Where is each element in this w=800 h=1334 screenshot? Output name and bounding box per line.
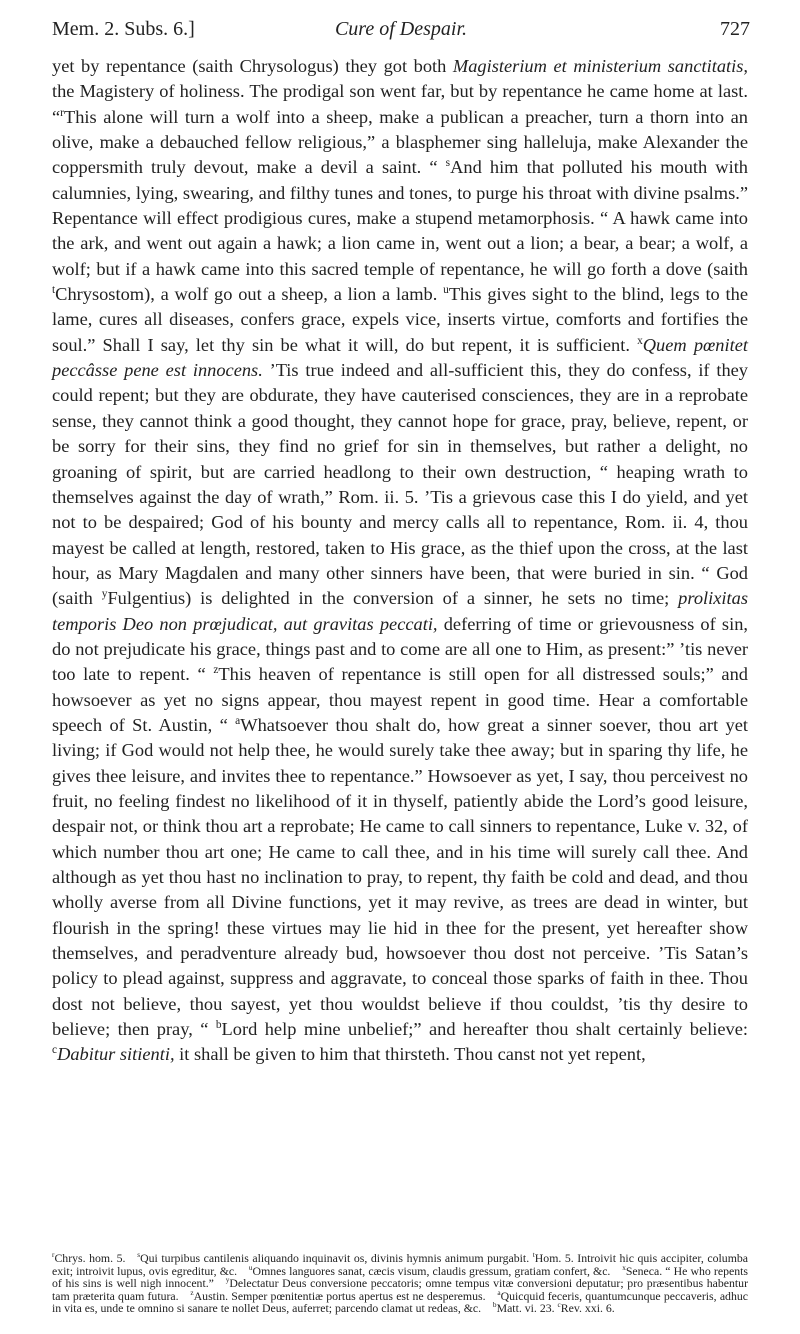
footnote-ref-t[interactable]: t [52, 283, 56, 296]
text-run: Chrysostom), a wolf go out a sheep, a lion a lamb. [55, 284, 444, 305]
footnote-t: Hom. 5. Introivit hic quis accipiter, columba exit; introivit lupus, ovis egreditur, &c. [52, 1251, 749, 1278]
footnote-ref-b[interactable]: b [215, 1018, 222, 1031]
text-run: it shall be given to him that thirsteth. Thou canst not yet repent, [174, 1044, 646, 1065]
footnote-mark: y [225, 1275, 230, 1285]
main-text [52, 54, 748, 1068]
footnote-u: Omnes languores sanat, cæcis visum, claudis gressum, gratiam confert, &c. [252, 1263, 611, 1278]
text-run: deferring of time or grievousness of sin, do not prejudicate his grace, things past and to come are all one to Him, as present:” ’tis never too late to repent. “ [52, 613, 748, 685]
text-run: Fulgentius) is delighted in the conversion of a sinner, he sets no time; [107, 588, 679, 609]
footnote-s: Qui turpibus cantilenis aliquando inquinavit os, divinis hymnis animum purgabit. [140, 1251, 530, 1265]
footnote-ref-r[interactable]: r [60, 106, 64, 119]
text-run: the Magistery of holiness. The prodigal son went far, but by repentance he came home at last. “ [52, 81, 748, 127]
header-chapter-title: Cure of Despair. [334, 18, 468, 40]
footnote-ref-z[interactable]: z [213, 664, 219, 677]
footnote-x: Seneca. “ He who repents of his sins is well nigh innocent.” [52, 1263, 748, 1291]
page-number: 727 [720, 18, 750, 40]
footnote-z: Austin. Semper pœnitentiæ portus apertus est ne desperemus. [193, 1288, 486, 1303]
latin-phrase: prolixitas temporis Deo non prœjudicat, aut gravitas peccati, [52, 588, 748, 634]
footnote-mark: b [492, 1300, 497, 1310]
text-run: This gives sight to the blind, legs to the lame, cures all diseases, confers grace, expels vice, inserts virtue, comforts and fortifies the soul.” Shall I say, let thy sin be what it will, do but repent, it is sufficient. [52, 284, 749, 355]
footnote-mark: u [248, 1262, 253, 1272]
footnote-mark: r [52, 1250, 55, 1260]
text-run: This heaven of repentance is still open for all distressed souls;” and howsoever as yet no signs appear, thou mayest repent in good time. Hear a comfortable speech of St. Austin, “ [52, 664, 748, 735]
footnote-ref-y[interactable]: y [101, 588, 108, 601]
text-run: ’Tis true indeed and all-sufficient this, they do confess, if they could repent; but they are obdurate, they have cauterised consciences, they are in a reprobate sense, they cannot think a good thought, they cannot hope for grace, pray, believe, repent, or be sorry for their sins, they find no grief for sin in themselves, but rather a delight, no groaning of spirit, but are carried headlong to their own destruction, “ heaping wrath to themselves against the day of wrath,” Rom. ii. 5. ’Tis a grievous case this I do yield, and yet not to be despaired; God of his bounty and mercy calls all to repentance, Rom. ii. 4, thou mayest be called at length, restored, taken to His grace, as the thief upon the cross, at the last hour, as Mary Magdalen and many other sinners have been, that were buried in sin. “ God (saith [52, 360, 749, 609]
header-section-ref: Mem. 2. Subs. 6.] [52, 18, 195, 40]
footnote-mark: t [532, 1250, 535, 1260]
footnote-a: Quicquid feceris, quantumcunque peccaveris, adhuc in vita es, unde te omnino si sanare te nollet Deus, auferret; parcendo clamat ut redeas, &c. [52, 1288, 748, 1316]
main-paragraph [52, 54, 748, 1068]
footnote-ref-a[interactable]: a [235, 714, 241, 727]
footnote-block [52, 1252, 748, 1315]
text-run: yet by repentance (saith Chrysologus) they got both [52, 56, 453, 76]
text-run: Lord help mine unbelief;” and hereafter thou shalt certainly believe: [221, 1019, 748, 1040]
footnote-mark: x [622, 1262, 626, 1272]
latin-phrase: Magisterium et ministerium sanctitatis, [452, 56, 748, 76]
footnote-ref-u[interactable]: u [443, 283, 449, 296]
footnote-y: Delectatur Deus conversione peccatoris; omne tempus vitæ conversioni deputatur; pro præsentibus habentur tam præterita quam futura. [52, 1276, 749, 1303]
footnote-mark: z [190, 1287, 194, 1297]
footnote-ref-s[interactable]: s [445, 157, 451, 170]
text-run: And him that polluted his mouth with calumnies, lying, swearing, and filthy tunes and tones, to purge his throat with divine psalms.” Repentance will effect prodigious cures, make a stupend metamorphosis. “ A hawk came into the ark, and went out again a hawk; a lion came in, went out a lion; a bear, a bear; a wolf, a wolf; but if a hawk came into this sacred temple of repentance, he will go forth a dove (saith [52, 157, 749, 279]
text-run: Whatsoever thou shalt do, how great a sinner soever, thou art yet living; if God would not help thee, he would surely take thee away; but in sparing thy life, he gives thee leisure, and invites thee to repentance.” Howsoever as yet, I say, thou perceivest no fruit, no feeling findest no likelihood of it in thyself, patiently abide the Lord’s good leisure, despair not, or think thou art a reprobate; He came to call sinners to repentance, Luke v. 32, of which number thou art one; He came to call thee, and in his time will surely call thee. And although as yet thou hast no inclination to pray, to repent, thy faith be cold and dead, and thou wholly averse from all Divine functions, yet it may revive, as trees are dead in winter, but flourish in the spring! these virtues may lie hid in thee for the present, yet hereafter show themselves, and peradventure already bud, howsoever thou dost not perceive. ’Tis Satan’s policy to plead against, suppress and aggravate, to conceal those sparks of faith in thee. Thou dost not believe, thou sayest, yet thou wouldst believe if thou couldst, ’tis thy desire to believe; then pray, “ [52, 714, 749, 1040]
footnote-ref-x[interactable]: x [637, 334, 643, 347]
latin-phrase: Quem pœnitet peccâsse pene est innocens. [52, 334, 748, 381]
footnote-mark: s [137, 1250, 141, 1260]
latin-phrase: Dabitur sitienti, [57, 1044, 175, 1065]
footnote-r: Chrys. hom. 5. [54, 1251, 126, 1265]
footnote-b: Matt. vi. 23. [496, 1301, 555, 1316]
footnote-mark: a [497, 1287, 501, 1297]
footnotes [52, 1252, 748, 1315]
footnote-ref-c[interactable]: c [52, 1044, 58, 1057]
running-header [52, 18, 750, 42]
footnote-mark: c [557, 1300, 561, 1310]
text-run: This alone will turn a wolf into a sheep, make a publican a preacher, turn a thorn into an olive, make a debauched fellow religious,” a blasphemer sing halleluja, make Alexander the coppersmith truly devout, make a devil a saint. “ [52, 106, 748, 178]
footnote-c: Rev. xxi. 6. [560, 1301, 615, 1316]
